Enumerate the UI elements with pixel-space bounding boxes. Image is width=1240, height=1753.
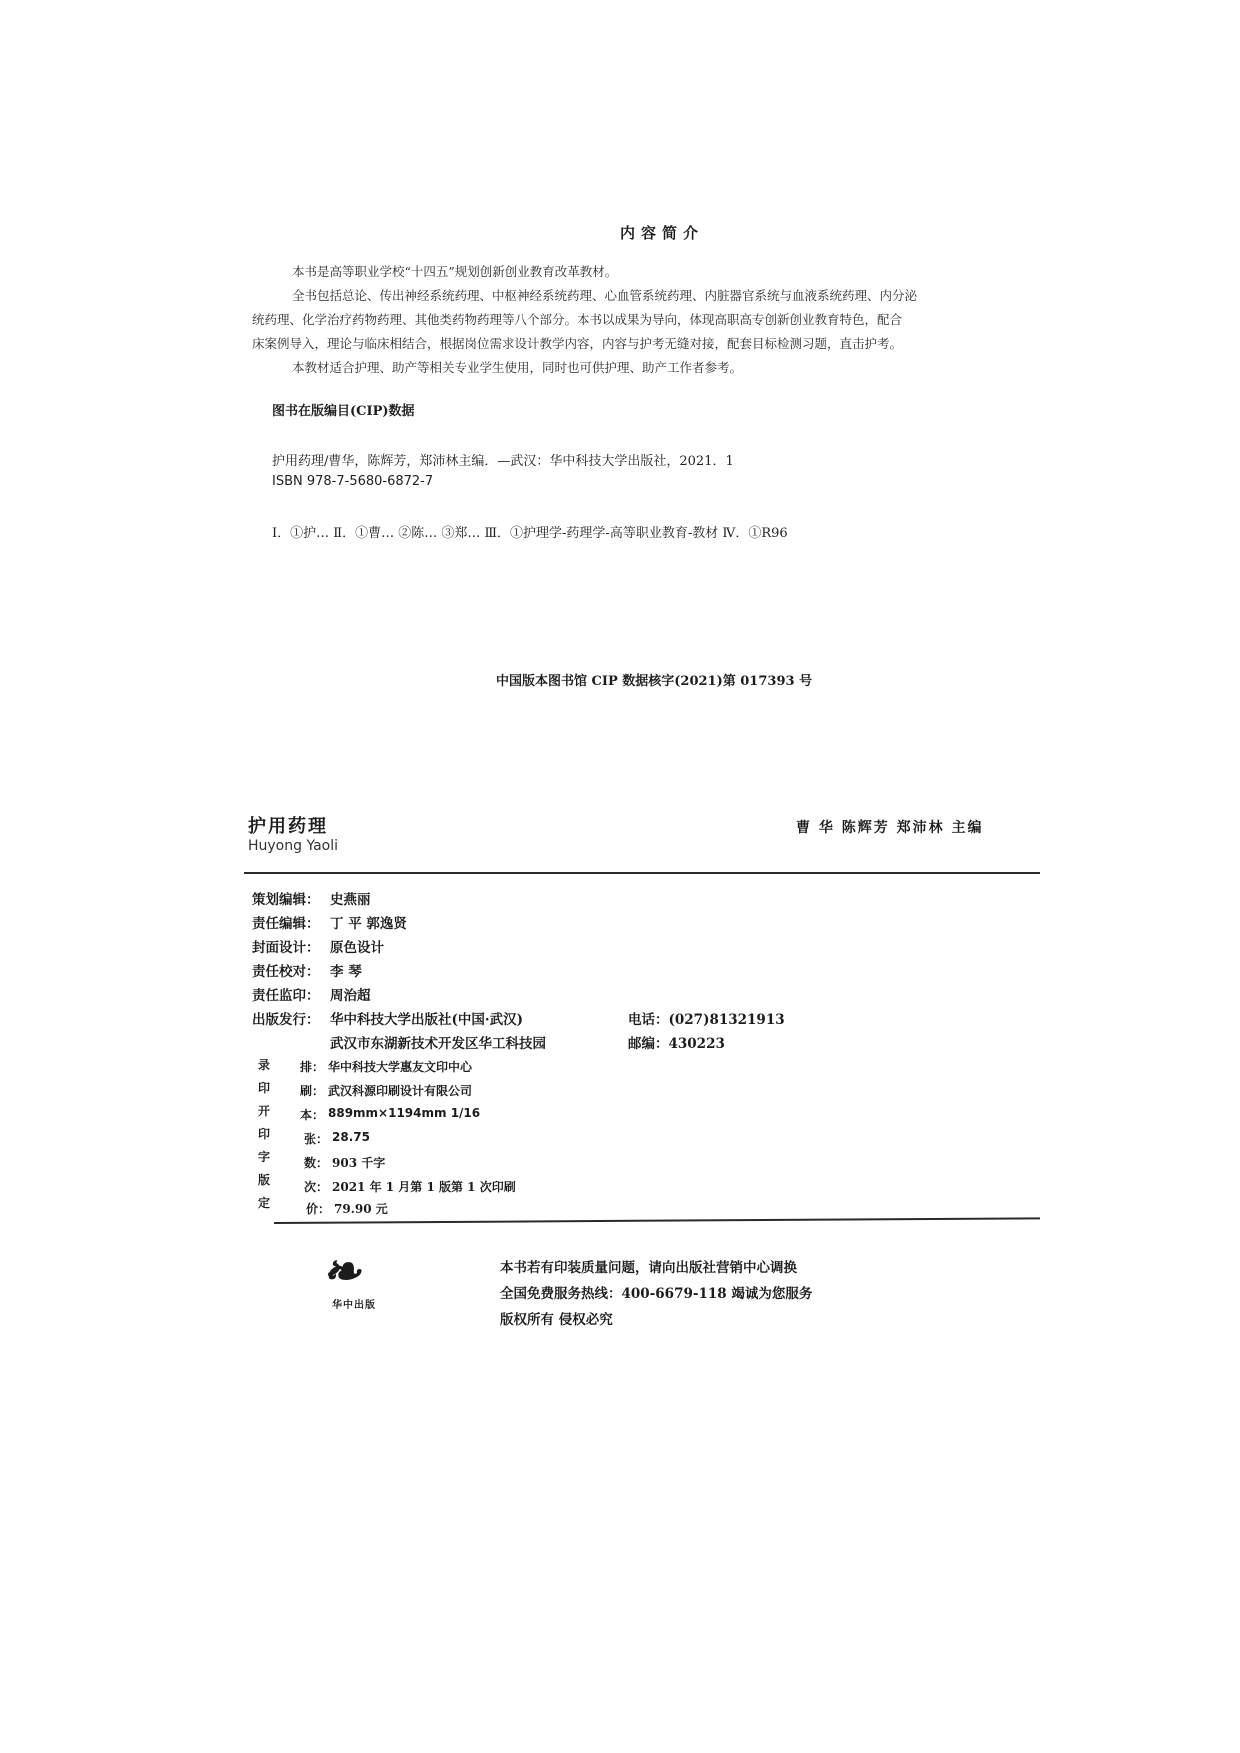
spec-stack-char: 印 (258, 1081, 271, 1095)
spec-value: 79.90 元 (334, 1202, 388, 1216)
publisher-phone: 电话：(027)81321913 (628, 1012, 785, 1028)
spec-label: 次： (304, 1180, 329, 1194)
intro-line: 全书包括总论、传出神经系统药理、中枢神经系统药理、心血管系统药理、内脏器官系统与血液系统药理、内分泌 (292, 288, 918, 303)
credit-value: 丁 平 郭逸贤 (330, 916, 407, 932)
spec-label: 本： (300, 1108, 325, 1122)
spec-stack-char: 录 (258, 1058, 271, 1072)
spec-label: 刷： (300, 1084, 325, 1098)
cip-label: 图书在版编目(CIP)数据 (272, 404, 415, 419)
publisher-label: 出版发行： (252, 1012, 320, 1028)
spec-label: 排： (300, 1060, 325, 1074)
spec-value: 903 千字 (332, 1156, 386, 1170)
spec-stack-char: 印 (258, 1127, 271, 1141)
spec-label: 数： (304, 1156, 329, 1170)
book-title: 护用药理 (248, 816, 328, 837)
spec-stack-char: 字 (258, 1150, 271, 1164)
spec-label: 价： (306, 1202, 331, 1216)
intro-title: 内容简介 (620, 224, 705, 242)
spec-stack-char: 版 (258, 1173, 271, 1187)
publisher-name: 华中科技大学出版社(中国·武汉) (330, 1012, 523, 1028)
credit-value: 周治超 (330, 988, 371, 1004)
cip-classification: Ⅰ．①护… Ⅱ．①曹… ②陈… ③郑… Ⅲ．①护理学-药理学-高等职业教育-教材 Ⅳ．①R96 (272, 526, 788, 541)
credit-value: 史燕丽 (330, 892, 371, 908)
intro-line: 本教材适合护理、助产等相关专业学生使用，同时也可供护理、助产工作者参考。 (292, 360, 743, 375)
credit-value: 原色设计 (330, 940, 384, 956)
credit-label: 封面设计： (252, 940, 320, 956)
cip-bibliographic-line: 护用药理/曹华，陈辉芳，郑沛林主编．—武汉：华中科技大学出版社，2021．1 (272, 454, 734, 469)
spec-stack-char: 开 (258, 1104, 271, 1118)
credit-label: 责任校对： (252, 964, 320, 980)
spec-value: 华中科技大学惠友文印中心 (328, 1060, 473, 1074)
top-divider (244, 872, 1040, 874)
book-pinyin-title: Huyong Yaoli (248, 838, 339, 854)
publisher-postcode: 邮编：430223 (628, 1036, 725, 1052)
credit-label: 责任编辑： (252, 916, 320, 932)
service-hotline: 全国免费服务热线：400-6679-118 竭诚为您服务 (500, 1286, 813, 1302)
publisher-logo-icon: ❧ (322, 1244, 361, 1298)
intro-line: 本书是高等职业学校“十四五”规划创新创业教育改革教材。 (292, 264, 618, 279)
cip-isbn: ISBN 978-7-5680-6872-7 (272, 474, 434, 489)
bottom-divider (274, 1217, 1040, 1224)
publisher-logo-text: 华中出版 (332, 1300, 376, 1311)
spec-stack-char: 定 (258, 1196, 271, 1210)
credit-value: 李 琴 (330, 964, 362, 980)
spec-label: 张： (304, 1132, 329, 1146)
intro-line: 统药理、化学治疗药物药理、其他类药物药理等八个部分。本书以成果为导向，体现高职高专创新创业教育特色，配合 (252, 312, 903, 327)
spec-value: 28.75 (332, 1130, 370, 1144)
chief-editors: 曹 华 陈辉芳 郑沛林 主编 (796, 820, 984, 836)
intro-line: 床案例导入，理论与临床相结合，根据岗位需求设计教学内容，内容与护考无缝对接，配套目标检测习题，直击护考。 (252, 336, 903, 351)
cip-data-number: 中国版本图书馆 CIP 数据核字(2021)第 017393 号 (496, 674, 813, 689)
publisher-address: 武汉市东湖新技术开发区华工科技园 (330, 1036, 546, 1052)
spec-value: 武汉科源印刷设计有限公司 (328, 1084, 473, 1098)
spec-value: 889mm×1194mm 1/16 (328, 1106, 481, 1120)
copyright-notice: 版权所有 侵权必究 (500, 1312, 613, 1328)
spec-value: 2021 年 1 月第 1 版第 1 次印刷 (332, 1180, 516, 1194)
credit-label: 责任监印： (252, 988, 320, 1004)
credit-label: 策划编辑： (252, 892, 320, 908)
quality-notice: 本书若有印装质量问题，请向出版社营销中心调换 (500, 1260, 797, 1276)
